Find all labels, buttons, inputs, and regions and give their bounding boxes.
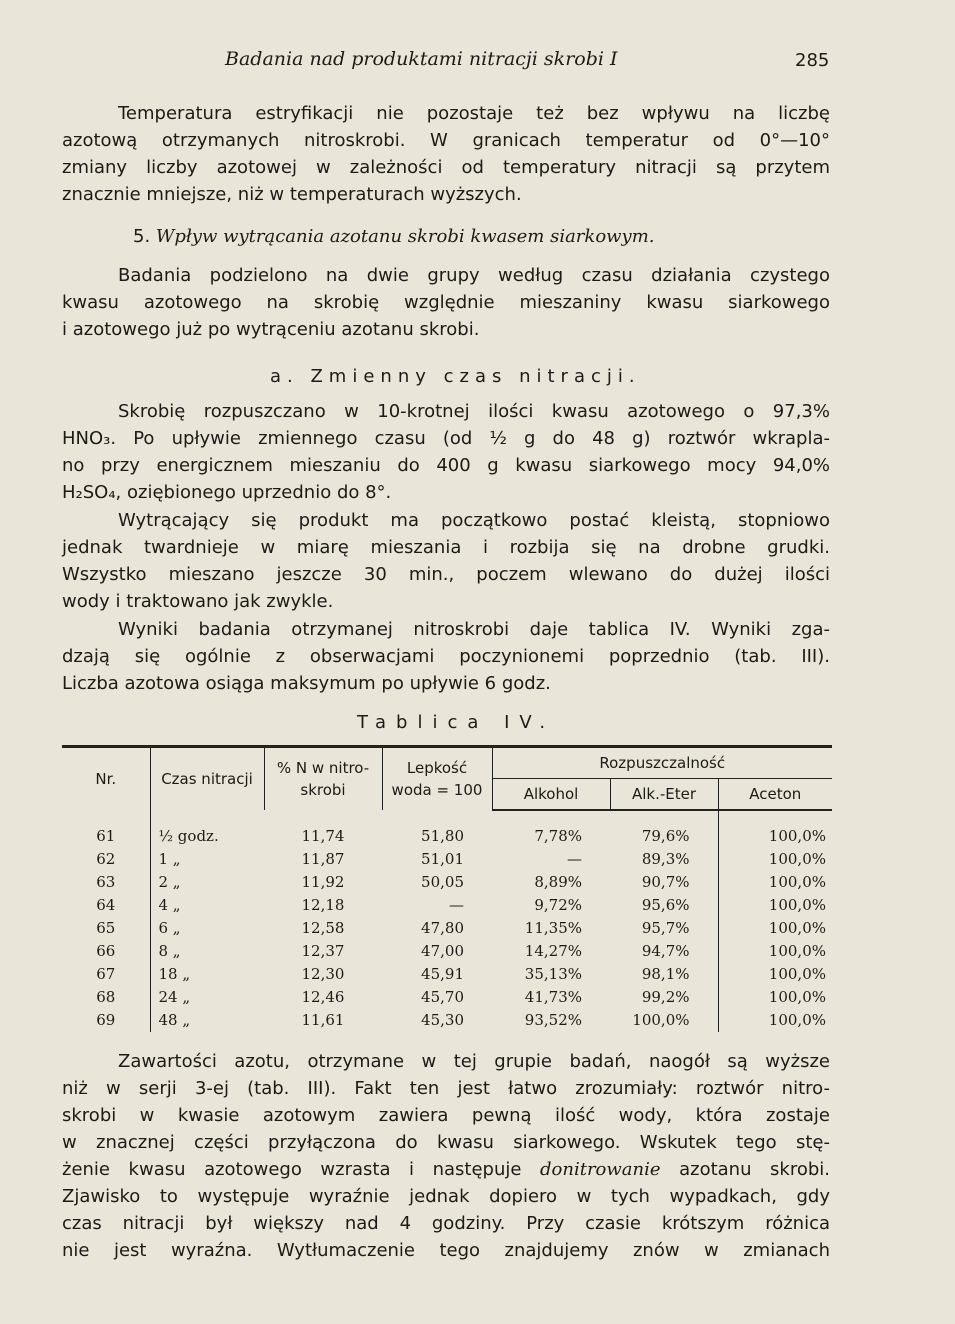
- cell-aceton: 100,0%: [768, 1011, 826, 1029]
- paragraph-line: dzają się ogólnie z obserwacjami poczynionemi poprzednio (tab. III).: [62, 646, 830, 667]
- section-number: 5.: [133, 226, 151, 247]
- cell-lepkosc: —: [449, 896, 464, 914]
- table-row: [62, 986, 832, 1009]
- results-table: [62, 745, 832, 1032]
- paragraph-line: Wszystko mieszano jeszcze 30 min., poczem wlewano do dużej ilości: [62, 564, 830, 585]
- subsection-heading: a. Zmienny czas nitracji.: [270, 366, 641, 387]
- paragraph-line: no przy energicznem mieszaniu do 400 g kwasu siarkowego mocy 94,0%: [62, 455, 830, 476]
- cell-alkohol: 9,72%: [534, 896, 582, 914]
- cell-czas: ½ godz.: [150, 810, 264, 848]
- paragraph-line: wody i traktowano jak zwykle.: [62, 591, 334, 612]
- page-number: 285: [795, 50, 830, 71]
- cell-alkohol: 35,13%: [524, 965, 582, 983]
- table-row: [62, 1009, 832, 1032]
- cell-alk-eter: 79,6%: [610, 810, 718, 848]
- cell-czas: 1 „: [150, 848, 264, 871]
- cell-alk-eter: 99,2%: [610, 986, 718, 1009]
- cell-nw: 11,61: [301, 1011, 345, 1029]
- cell-nw: 11,74: [301, 826, 345, 845]
- cell-alk-eter: 90,7%: [610, 871, 718, 894]
- paragraph-line: H₂SO₄, oziębionego uprzednio do 8°.: [62, 482, 392, 503]
- cell-alkohol: —: [567, 850, 582, 868]
- paragraph-line: Skrobię rozpuszczano w 10-krotnej ilości kwasu azotowego o 97,3%: [118, 401, 830, 422]
- text-span: żenie kwasu azotowego wzrasta i następuje: [62, 1159, 522, 1180]
- table-row: [62, 810, 832, 848]
- paragraph-line: w znacznej części przyłączona do kwasu siarkowego. Wskutek tego stę-: [62, 1132, 830, 1153]
- paragraph-line: i azotowego już po wytrąceniu azotanu skrobi.: [62, 319, 480, 340]
- cell-lepkosc: 47,00: [421, 942, 464, 960]
- cell-nr: 65: [96, 919, 116, 937]
- cell-nr: 61: [96, 826, 116, 845]
- paragraph-line: [62, 1156, 830, 1183]
- paragraph-line: Wyniki badania otrzymanej nitroskrobi daje tablica IV. Wyniki zga-: [118, 619, 830, 640]
- table-row: [62, 917, 832, 940]
- cell-aceton: 100,0%: [768, 919, 826, 937]
- cell-lepkosc: 47,80: [421, 919, 464, 937]
- cell-czas: 2 „: [150, 871, 264, 894]
- paragraph-line: jednak twardnieje w miarę mieszania i rozbija się na drobne grudki.: [62, 537, 830, 558]
- cell-czas: 48 „: [150, 1009, 264, 1032]
- running-title: Badania nad produktami nitracji skrobi I: [225, 48, 618, 70]
- header-rozpuszczalnosc: Rozpuszczalność: [492, 747, 832, 779]
- table-title: Tablica IV.: [357, 712, 556, 733]
- paragraph-line: skrobi w kwasie azotowym zawiera pewną ilość wody, która zostaje: [62, 1105, 830, 1126]
- paragraph-line: Badania podzielono na dwie grupy według czasu działania czystego: [118, 265, 830, 286]
- text-span: azotanu skrobi.: [679, 1159, 831, 1180]
- table-row: [62, 871, 832, 894]
- cell-alkohol: 11,35%: [524, 919, 582, 937]
- cell-alkohol: 7,78%: [534, 827, 582, 845]
- cell-alkohol: 93,52%: [524, 1011, 582, 1029]
- paragraph-line: kwasu azotowego na skrobię względnie mieszaniny kwasu siarkowego: [62, 292, 830, 313]
- cell-lepkosc: 50,05: [421, 873, 464, 891]
- header-alkohol: Alkohol: [492, 779, 610, 811]
- header-czas: Czas nitracji: [150, 747, 264, 811]
- cell-nw: 12,58: [301, 919, 345, 937]
- cell-nw: 12,30: [301, 965, 345, 983]
- cell-alk-eter: 100,0%: [610, 1009, 718, 1032]
- paragraph-line: Temperatura estryfikacji nie pozostaje też bez wpływu na liczbę: [118, 103, 830, 124]
- cell-alkohol: 41,73%: [524, 988, 582, 1006]
- cell-nr: 62: [96, 850, 116, 868]
- cell-aceton: 100,0%: [768, 873, 826, 891]
- section-heading: [133, 226, 655, 247]
- cell-aceton: 100,0%: [768, 942, 826, 960]
- cell-lepkosc: 51,80: [421, 826, 464, 845]
- cell-lepkosc: 45,91: [421, 965, 464, 983]
- paragraph-line: Liczba azotowa osiąga maksymum po upływie 6 godz.: [62, 673, 551, 694]
- cell-alk-eter: 95,7%: [610, 917, 718, 940]
- paragraph-line: Zjawisko to występuje wyraźnie jednak dopiero w tych wypadkach, gdy: [62, 1186, 830, 1207]
- italic-term: donitrowanie: [540, 1159, 661, 1180]
- cell-lepkosc: 45,30: [421, 1011, 464, 1029]
- cell-lepkosc: 51,01: [421, 850, 464, 868]
- paragraph-line: nie jest wyraźna. Wytłumaczenie tego znajdujemy znów w zmianach: [62, 1240, 830, 1261]
- cell-alkohol: 8,89%: [534, 873, 582, 891]
- table-row: [62, 940, 832, 963]
- cell-czas: 6 „: [150, 917, 264, 940]
- table-row: [62, 963, 832, 986]
- cell-alk-eter: 98,1%: [610, 963, 718, 986]
- cell-nr: 67: [96, 965, 116, 983]
- cell-aceton: 100,0%: [768, 965, 826, 983]
- cell-aceton: 100,0%: [768, 896, 826, 914]
- cell-czas: 24 „: [150, 986, 264, 1009]
- header-alk-eter: Alk.-Eter: [610, 779, 718, 811]
- header-nitrogen: % N w nitro- skrobi: [264, 747, 382, 811]
- cell-aceton: 100,0%: [768, 850, 826, 868]
- paragraph-line: Zawartości azotu, otrzymane w tej grupie badań, naogół są wyższe: [118, 1051, 830, 1072]
- cell-nw: 12,37: [301, 942, 345, 960]
- cell-nw: 11,92: [301, 873, 345, 891]
- paragraph-line: niż w serji 3-ej (tab. III). Fakt ten jest łatwo zrozumiały: roztwór nitro-: [62, 1078, 830, 1099]
- cell-aceton: 100,0%: [768, 827, 826, 845]
- cell-nw: 12,18: [301, 896, 345, 914]
- paragraph-line: azotową otrzymanych nitroskrobi. W granicach temperatur od 0°—10°: [62, 130, 830, 151]
- cell-czas: 4 „: [150, 894, 264, 917]
- table-row: [62, 848, 832, 871]
- cell-nw: 11,87: [301, 850, 345, 868]
- cell-nw: 12,46: [301, 988, 345, 1006]
- cell-nr: 66: [96, 942, 116, 960]
- cell-nr: 64: [96, 896, 116, 914]
- cell-nr: 69: [96, 1011, 116, 1029]
- paragraph-line: Wytrącający się produkt ma początkowo postać kleistą, stopniowo: [118, 510, 830, 531]
- cell-alkohol: 14,27%: [524, 942, 582, 960]
- paragraph-line: HNO₃. Po upływie zmiennego czasu (od ½ g do 48 g) roztwór wkrapla-: [62, 428, 830, 449]
- cell-alk-eter: 95,6%: [610, 894, 718, 917]
- cell-czas: 18 „: [150, 963, 264, 986]
- header-aceton: Aceton: [718, 779, 832, 811]
- header-nr: Nr.: [62, 747, 150, 811]
- header-lepkosc: Lepkość woda = 100: [382, 747, 492, 811]
- cell-alk-eter: 94,7%: [610, 940, 718, 963]
- cell-lepkosc: 45,70: [421, 988, 464, 1006]
- cell-nr: 68: [96, 988, 116, 1006]
- cell-alk-eter: 89,3%: [610, 848, 718, 871]
- cell-czas: 8 „: [150, 940, 264, 963]
- paragraph-line: czas nitracji był większy nad 4 godziny. Przy czasie krótszym różnica: [62, 1213, 830, 1234]
- table-row: [62, 894, 832, 917]
- cell-aceton: 100,0%: [768, 988, 826, 1006]
- paragraph-line: znacznie mniejsze, niż w temperaturach wyższych.: [62, 184, 522, 205]
- cell-nr: 63: [96, 873, 116, 891]
- paragraph-line: zmiany liczby azotowej w zależności od temperatury nitracji są przytem: [62, 157, 830, 178]
- section-title: Wpływ wytrącania azotanu skrobi kwasem siarkowym.: [155, 226, 655, 247]
